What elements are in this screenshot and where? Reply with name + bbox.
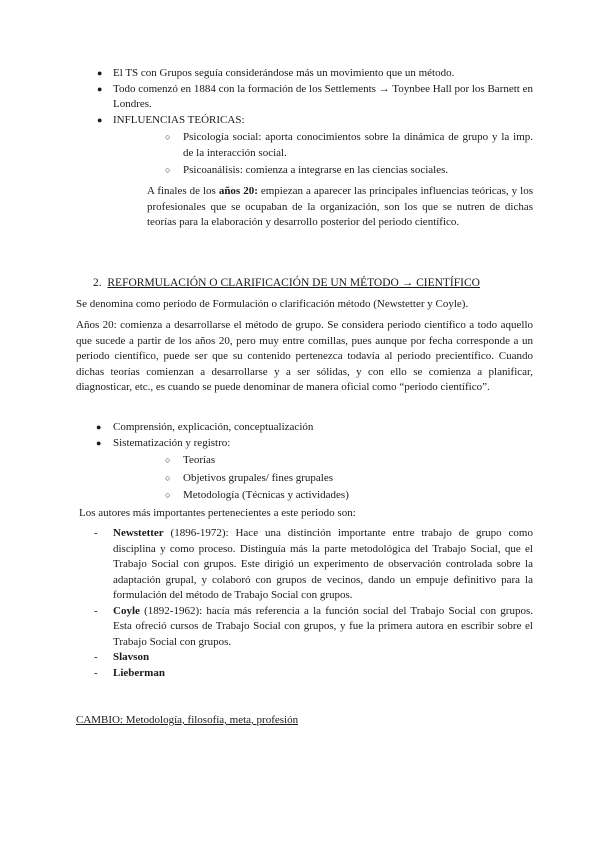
method-list — [76, 420, 533, 504]
dash-marker: - — [94, 527, 98, 539]
twenties-paragraph: A finales de los años 20: empiezan a aparecer las principales influencias teóricas, y los profesionales que se ocupaban de la organización, son los que se nutren de dichas teorías para la elaboración y desarrollo posterior del periodo científico. — [147, 185, 533, 228]
sub-list-item: ○ Psicoanálisis: comienza a integrarse en las ciencias sociales. — [76, 163, 533, 179]
section-heading: 2. REFORMULACIÓN O CLARIFICACIÓN DE UN MÉTODO → CIENTÍFICO — [93, 277, 480, 289]
hollow-bullet-icon: ○ — [165, 455, 171, 465]
author-item-lieberman: - Lieberman — [76, 666, 533, 682]
sub-list-item: ○ Psicología social: aporta conocimientos sobre la dinámica de grupo y la imp. de la interacción social. — [165, 131, 533, 159]
authors-list — [76, 526, 533, 681]
sub-list-item: ○ Metodología (Técnicas y actividades) — [76, 488, 533, 504]
author-item-slavson: - Slavson — [76, 650, 533, 666]
bullet-icon: ● — [96, 422, 102, 432]
bullet-icon: ● — [97, 114, 103, 125]
body-paragraph: Años 20: comienza a desarrollarse el método de grupo. Se considera periodo científico a todo aquello que sucede a partir de los años 20, pero muy entre comillas, pues aunque por fecha corresponde a un periodo científico, puede ser que su contenido pertenezca todavía al periodo precientífico. Cuando dichas teorías comienzan a desarrollarse y a ser sólidas, y con ello se comienza a planificar, diagnosticar, etc., es cuando se puede denominar de manera oficial como “periodo científico”. — [76, 319, 533, 393]
dash-marker: - — [94, 651, 98, 663]
sub-list-item: ○ Teorías — [76, 453, 533, 469]
intro-paragraph: Se denomina como periodo de Formulación o clarificación método (Newstetter y Coyle). — [76, 298, 469, 310]
bullet-icon: ● — [96, 437, 102, 448]
bullet-icon: ● — [97, 68, 103, 78]
dash-marker: - — [94, 666, 98, 679]
list-item: ● Sistematización y registro: — [76, 436, 533, 452]
list-item: ● INFLUENCIAS TEÓRICAS: — [76, 113, 533, 129]
author-item-newstetter: - Newstetter (1896-1972): Hace una distinción importante entre trabajo de grupo como disciplina y como proceso. Distinguía más la parte metodológica del Trabajo Social, que el Trabajo Social con grupos. Este dirigió un experimento de observación controlada sobre la adaptación grupal, y colaboró con grupos de vecinos, dando un empuje definitivo para la formulación del método de Trabajo Social con grupos. — [94, 527, 533, 601]
bullet-icon: ● — [97, 83, 103, 94]
hollow-bullet-icon: ○ — [165, 472, 171, 483]
authors-intro: Los autores más importantes pertenecientes a este periodo son: — [79, 507, 356, 519]
author-item-coyle: - Coyle (1892-1962): hacía más referencia a la función social del Trabajo Social con grupos. Esta ofreció cursos de Trabajo Social con grupos, y fue la primera autora en escribir sobre el Trabajo Social con grupos. — [94, 604, 533, 648]
hollow-bullet-icon: ○ — [165, 132, 171, 142]
cambio-heading: CAMBIO: Metodología, filosofía, meta, profesión — [76, 714, 299, 726]
hollow-bullet-icon: ○ — [165, 165, 171, 175]
top-bullet-list — [76, 66, 533, 179]
hollow-bullet-icon: ○ — [165, 490, 171, 500]
list-item: ● Comprensión, explicación, conceptualización — [76, 420, 533, 436]
dash-marker: - — [94, 604, 98, 617]
list-item: ● El TS con Grupos seguía considerándose más un movimiento que un método. — [76, 66, 533, 82]
list-item: ● Todo comenzó en 1884 con la formación de los Settlements → Toynbee Hall por los Barnett en Londres. — [97, 82, 533, 110]
sub-list-item: ○ Objetivos grupales/ fines grupales — [76, 471, 533, 487]
